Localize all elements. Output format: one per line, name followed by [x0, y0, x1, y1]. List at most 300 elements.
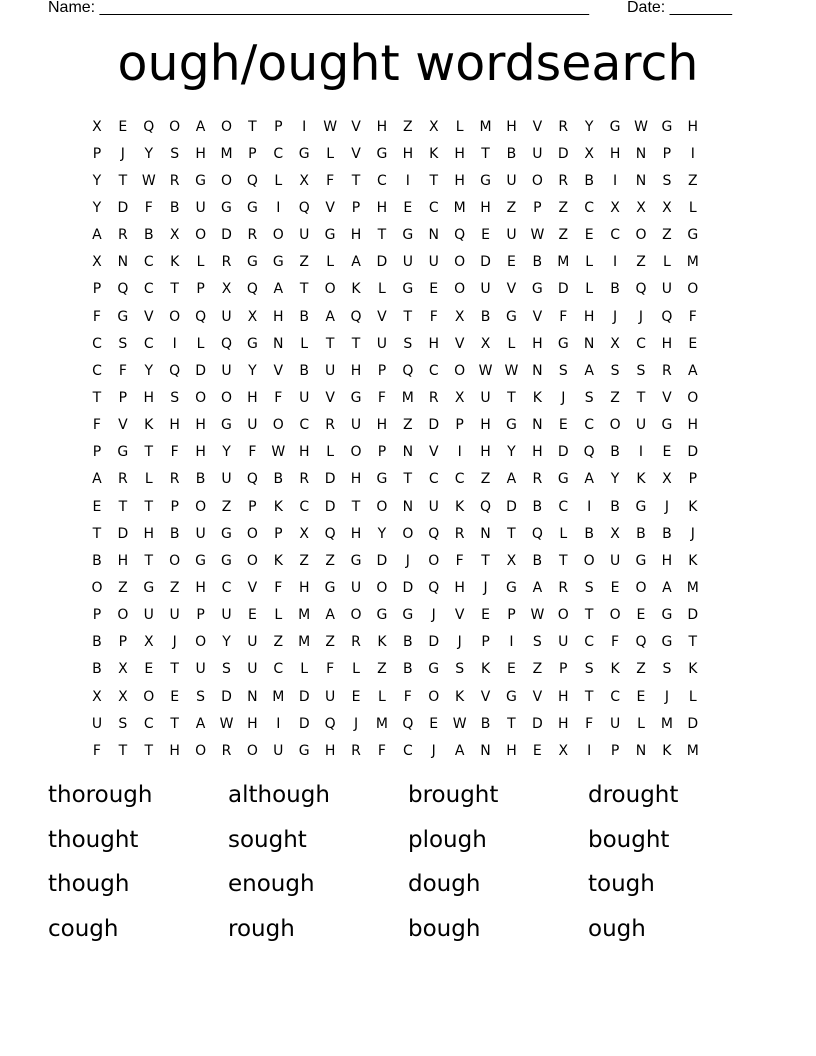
grid-cell: B: [273, 471, 284, 488]
grid-cell: I: [638, 444, 644, 461]
grid-cell: B: [662, 525, 672, 542]
grid-cell: T: [481, 145, 490, 162]
grid-cell: T: [351, 498, 361, 515]
grid-cell: B: [195, 471, 206, 488]
grid-cell: I: [276, 715, 281, 732]
grid-cell: U: [273, 742, 284, 759]
grid-cell: F: [92, 742, 101, 759]
grid-cell: H: [480, 417, 491, 434]
grid-cell: B: [610, 498, 620, 515]
grid-cell: I: [509, 634, 514, 651]
grid-cell: R: [454, 525, 465, 542]
grid-cell: C: [92, 335, 102, 352]
grid-cell: G: [428, 661, 440, 678]
grid-cell: Z: [662, 227, 672, 244]
grid-cell: S: [532, 634, 542, 651]
grid-cell: O: [246, 742, 258, 759]
grid-cell: M: [272, 688, 285, 705]
grid-cell: G: [272, 254, 284, 271]
grid-cell: W: [323, 118, 338, 135]
grid-cell: H: [298, 444, 310, 461]
grid-cell: K: [144, 417, 154, 434]
grid-cell: H: [558, 715, 569, 732]
grid-cell: M: [479, 118, 492, 135]
grid-cell: D: [117, 199, 129, 216]
grid-cell: G: [557, 335, 569, 352]
grid-cell: U: [221, 308, 232, 325]
grid-cell: R: [221, 254, 232, 271]
grid-cell: K: [688, 552, 698, 569]
grid-cell: B: [584, 525, 594, 542]
grid-cell: T: [584, 688, 594, 705]
grid-cell: Z: [558, 227, 569, 244]
grid-cell: S: [662, 172, 672, 189]
grid-cell: W: [271, 444, 286, 461]
grid-cell: G: [246, 199, 258, 216]
grid-cell: A: [506, 471, 517, 488]
grid-cell: H: [428, 335, 439, 352]
grid-cell: U: [247, 417, 258, 434]
grid-cell: X: [299, 172, 309, 189]
grid-cell: B: [169, 525, 180, 542]
grid-cell: N: [532, 417, 543, 434]
grid-cell: G: [506, 579, 517, 596]
name-field: Name: _______________________________________________________: [48, 0, 589, 16]
grid-cell: T: [144, 742, 154, 759]
grid-cell: Z: [636, 254, 646, 271]
grid-cell: O: [195, 227, 207, 244]
grid-cell: C: [221, 579, 232, 596]
grid-cell: P: [662, 145, 672, 162]
grid-cell: Z: [169, 579, 180, 596]
grid-cell: B: [143, 227, 154, 244]
grid-cell: X: [299, 525, 309, 542]
grid-cell: B: [480, 308, 491, 325]
grid-cell: N: [117, 254, 129, 271]
grid-cell: N: [402, 498, 414, 515]
grid-cell: R: [299, 471, 310, 488]
grid-cell: W: [634, 118, 648, 135]
grid-cell: O: [609, 607, 621, 624]
grid-cell: M: [220, 145, 233, 162]
grid-cell: W: [530, 607, 545, 624]
grid-cell: Q: [117, 281, 129, 298]
grid-cell: G: [402, 281, 414, 298]
grid-cell: M: [298, 634, 311, 651]
grid-cell: D: [557, 281, 569, 298]
grid-cell: O: [428, 688, 440, 705]
grid-cell: V: [377, 308, 387, 325]
grid-cell: G: [143, 579, 155, 596]
grid-cell: H: [609, 145, 621, 162]
grid-cell: X: [610, 199, 620, 216]
grid-cell: N: [635, 172, 647, 189]
grid-row: [84, 710, 732, 737]
grid-cell: C: [143, 335, 154, 352]
grid-cell: T: [481, 552, 490, 569]
grid-cell: H: [376, 118, 388, 135]
grid-cell: O: [609, 417, 621, 434]
grid-cell: K: [273, 498, 283, 515]
grid-cell: H: [506, 118, 517, 135]
grid-cell: D: [687, 607, 699, 624]
grid-cell: T: [377, 227, 387, 244]
grid-cell: O: [246, 552, 258, 569]
grid-cell: I: [276, 199, 281, 216]
grid-cell: Z: [325, 634, 335, 651]
grid-cell: O: [220, 118, 232, 135]
grid-cell: H: [661, 552, 673, 569]
grid-cell: O: [272, 227, 284, 244]
word-list-item: although: [228, 782, 330, 808]
grid-cell: G: [221, 417, 232, 434]
grid-row: [84, 276, 732, 303]
grid-cell: H: [350, 227, 362, 244]
grid-cell: L: [352, 661, 360, 678]
grid-cell: G: [117, 444, 129, 461]
grid-cell: F: [559, 308, 568, 325]
grid-cell: D: [376, 552, 388, 569]
grid-cell: B: [299, 362, 309, 379]
grid-cell: A: [273, 281, 284, 298]
grid-cell: G: [531, 281, 543, 298]
grid-cell: U: [221, 607, 232, 624]
grid-cell: V: [143, 308, 154, 325]
grid-cell: C: [428, 199, 439, 216]
grid-cell: Q: [246, 471, 258, 488]
grid-cell: O: [169, 118, 181, 135]
grid-cell: T: [584, 607, 594, 624]
grid-cell: C: [584, 199, 595, 216]
grid-cell: U: [428, 254, 439, 271]
grid-cell: X: [610, 335, 620, 352]
grid-cell: A: [454, 742, 465, 759]
grid-cell: Y: [92, 199, 102, 216]
grid-cell: H: [558, 688, 569, 705]
grid-cell: W: [478, 362, 493, 379]
word-list-item: thought: [48, 826, 139, 853]
grid-cell: Q: [246, 281, 258, 298]
grid-cell: L: [326, 254, 335, 271]
letter-grid: [84, 113, 732, 764]
grid-cell: H: [376, 199, 388, 216]
grid-cell: V: [454, 607, 465, 624]
grid-cell: T: [92, 389, 102, 406]
grid-cell: K: [170, 254, 180, 271]
grid-cell: Q: [402, 715, 414, 732]
grid-cell: T: [325, 335, 335, 352]
grid-cell: M: [557, 254, 570, 271]
grid-cell: Y: [222, 444, 231, 461]
grid-cell: B: [610, 281, 620, 298]
grid-cell: P: [92, 145, 102, 162]
grid-cell: N: [480, 742, 491, 759]
grid-cell: J: [561, 389, 566, 406]
grid-cell: Y: [144, 145, 154, 162]
grid-cell: Q: [324, 715, 336, 732]
grid-cell: O: [272, 417, 284, 434]
grid-cell: U: [299, 389, 310, 406]
grid-cell: V: [118, 417, 128, 434]
grid-cell: N: [428, 227, 439, 244]
grid-cell: A: [92, 471, 102, 488]
grid-cell: M: [686, 254, 699, 271]
grid-row: [84, 303, 732, 330]
grid-cell: I: [172, 335, 177, 352]
grid-cell: F: [688, 308, 697, 325]
grid-cell: S: [584, 661, 594, 678]
grid-cell: D: [298, 688, 310, 705]
grid-cell: D: [324, 498, 336, 515]
grid-cell: X: [584, 145, 594, 162]
grid-cell: X: [454, 389, 465, 406]
grid-cell: H: [247, 715, 258, 732]
grid-cell: B: [92, 661, 102, 678]
grid-cell: Z: [325, 552, 335, 569]
grid-cell: G: [298, 145, 310, 162]
grid-cell: D: [480, 254, 491, 271]
grid-cell: Z: [480, 471, 491, 488]
grid-cell: L: [300, 335, 309, 352]
grid-cell: U: [247, 661, 258, 678]
grid-cell: N: [480, 525, 491, 542]
grid-cell: U: [350, 579, 362, 596]
grid-cell: T: [170, 661, 179, 678]
grid-cell: G: [635, 552, 647, 569]
grid-cell: V: [532, 118, 543, 135]
grid-row: [84, 113, 732, 140]
grid-cell: F: [118, 362, 127, 379]
grid-cell: E: [403, 199, 413, 216]
grid-cell: V: [506, 281, 517, 298]
grid-cell: U: [324, 688, 336, 705]
grid-cell: L: [585, 254, 594, 271]
grid-row: [84, 194, 732, 221]
grid-cell: R: [169, 471, 180, 488]
grid-cell: F: [455, 552, 464, 569]
grid-cell: Z: [221, 498, 232, 515]
grid-cell: K: [273, 552, 283, 569]
grid-cell: Q: [220, 335, 232, 352]
grid-cell: H: [376, 417, 388, 434]
grid-cell: X: [118, 688, 128, 705]
grid-cell: O: [376, 498, 388, 515]
grid-cell: A: [195, 118, 206, 135]
grid-cell: N: [402, 444, 414, 461]
grid-cell: G: [661, 417, 673, 434]
grid-cell: A: [325, 308, 335, 325]
grid-cell: X: [169, 227, 180, 244]
grid-cell: H: [687, 118, 699, 135]
grid-cell: O: [635, 227, 647, 244]
grid-cell: X: [662, 471, 672, 488]
grid-cell: Y: [610, 471, 620, 488]
grid-cell: T: [351, 172, 361, 189]
grid-cell: H: [532, 444, 543, 461]
grid-row: [84, 222, 732, 249]
grid-cell: O: [402, 525, 414, 542]
grid-cell: H: [454, 145, 465, 162]
grid-cell: A: [532, 579, 543, 596]
grid-cell: T: [688, 634, 698, 651]
date-field: Date: _______: [627, 0, 732, 16]
grid-cell: H: [169, 417, 180, 434]
grid-cell: E: [610, 579, 620, 596]
grid-cell: R: [325, 417, 335, 434]
grid-cell: V: [454, 335, 465, 352]
grid-cell: R: [117, 471, 128, 488]
grid-cell: E: [351, 688, 361, 705]
grid-cell: U: [195, 525, 206, 542]
grid-cell: Z: [273, 634, 284, 651]
grid-row: [84, 357, 732, 384]
grid-cell: H: [661, 335, 673, 352]
grid-cell: J: [638, 308, 644, 325]
grid-cell: T: [170, 715, 179, 732]
grid-cell: F: [274, 579, 283, 596]
grid-cell: E: [584, 227, 594, 244]
grid-cell: Q: [428, 579, 440, 596]
grid-cell: E: [170, 688, 180, 705]
grid-cell: S: [584, 579, 594, 596]
grid-cell: G: [557, 471, 569, 488]
grid-cell: X: [558, 742, 569, 759]
grid-cell: E: [688, 335, 698, 352]
grid-cell: Y: [144, 362, 154, 379]
grid-row: [84, 602, 732, 629]
grid-cell: P: [610, 742, 620, 759]
grid-cell: I: [613, 254, 618, 271]
grid-cell: P: [688, 471, 698, 488]
grid-cell: G: [635, 498, 647, 515]
grid-cell: Q: [298, 199, 310, 216]
grid-cell: L: [378, 281, 386, 298]
grid-cell: C: [428, 471, 439, 488]
grid-cell: G: [350, 552, 362, 569]
grid-row: [84, 737, 732, 764]
grid-cell: P: [377, 362, 387, 379]
grid-cell: S: [558, 362, 568, 379]
grid-cell: P: [92, 281, 102, 298]
grid-cell: P: [248, 145, 257, 162]
grid-cell: F: [429, 308, 438, 325]
grid-cell: Q: [143, 118, 155, 135]
grid-cell: P: [118, 389, 128, 406]
grid-cell: O: [324, 281, 336, 298]
grid-cell: E: [118, 118, 128, 135]
grid-cell: G: [221, 199, 232, 216]
grid-cell: N: [247, 688, 258, 705]
grid-cell: C: [558, 498, 569, 515]
grid-cell: G: [506, 308, 517, 325]
grid-cell: F: [377, 389, 386, 406]
grid-cell: T: [144, 498, 154, 515]
word-list-item: bough: [408, 915, 481, 942]
word-list-item: bought: [588, 826, 670, 853]
grid-cell: O: [687, 389, 699, 406]
grid-cell: S: [455, 661, 465, 678]
grid-cell: R: [221, 742, 232, 759]
grid-cell: P: [559, 661, 568, 678]
grid-cell: H: [195, 145, 206, 162]
grid-cell: S: [222, 661, 231, 678]
grid-cell: O: [220, 172, 232, 189]
grid-cell: P: [248, 498, 257, 515]
grid-cell: E: [636, 688, 646, 705]
grid-cell: U: [195, 661, 206, 678]
grid-cell: E: [92, 498, 102, 515]
grid-cell: R: [558, 579, 569, 596]
grid-cell: E: [481, 607, 490, 624]
grid-cell: U: [91, 715, 103, 732]
grid-cell: O: [91, 579, 103, 596]
grid-cell: T: [351, 335, 361, 352]
grid-cell: E: [507, 661, 516, 678]
grid-cell: Q: [531, 525, 543, 542]
word-list-item: sought: [228, 826, 307, 853]
grid-cell: P: [170, 498, 179, 515]
grid-cell: A: [351, 254, 361, 271]
grid-cell: D: [298, 715, 310, 732]
grid-cell: L: [688, 199, 697, 216]
grid-cell: S: [610, 362, 620, 379]
grid-cell: K: [662, 742, 672, 759]
grid-cell: H: [195, 444, 206, 461]
grid-cell: J: [613, 308, 618, 325]
grid-cell: I: [690, 145, 695, 162]
grid-cell: G: [324, 579, 336, 596]
grid-cell: A: [584, 362, 594, 379]
grid-cell: E: [144, 661, 154, 678]
grid-cell: H: [324, 742, 336, 759]
grid-cell: U: [143, 607, 154, 624]
grid-cell: D: [557, 145, 569, 162]
grid-cell: O: [428, 552, 440, 569]
grid-cell: J: [431, 607, 436, 624]
grid-cell: R: [169, 172, 180, 189]
grid-cell: V: [273, 362, 284, 379]
grid-cell: Q: [324, 525, 336, 542]
grid-cell: U: [299, 227, 310, 244]
grid-cell: T: [118, 742, 128, 759]
word-list-item: rough: [228, 915, 295, 942]
grid-cell: Z: [636, 661, 646, 678]
grid-cell: B: [636, 525, 646, 542]
grid-cell: O: [169, 552, 181, 569]
word-list-item: cough: [48, 915, 119, 942]
grid-cell: C: [428, 362, 439, 379]
grid-cell: C: [143, 715, 154, 732]
grid-cell: A: [688, 362, 698, 379]
grid-cell: R: [532, 471, 543, 488]
grid-cell: U: [376, 335, 388, 352]
grid-cell: O: [195, 389, 207, 406]
grid-cell: B: [506, 145, 517, 162]
grid-cell: O: [454, 281, 466, 298]
grid-cell: G: [687, 227, 699, 244]
grid-cell: Z: [558, 199, 569, 216]
grid-cell: D: [428, 417, 440, 434]
grid-cell: N: [273, 335, 284, 352]
grid-cell: U: [247, 634, 258, 651]
grid-cell: K: [455, 688, 465, 705]
grid-cell: X: [454, 308, 465, 325]
grid-cell: O: [195, 498, 207, 515]
grid-cell: J: [405, 552, 410, 569]
grid-cell: C: [299, 417, 310, 434]
grid-cell: B: [92, 552, 102, 569]
grid-row: [84, 520, 732, 547]
